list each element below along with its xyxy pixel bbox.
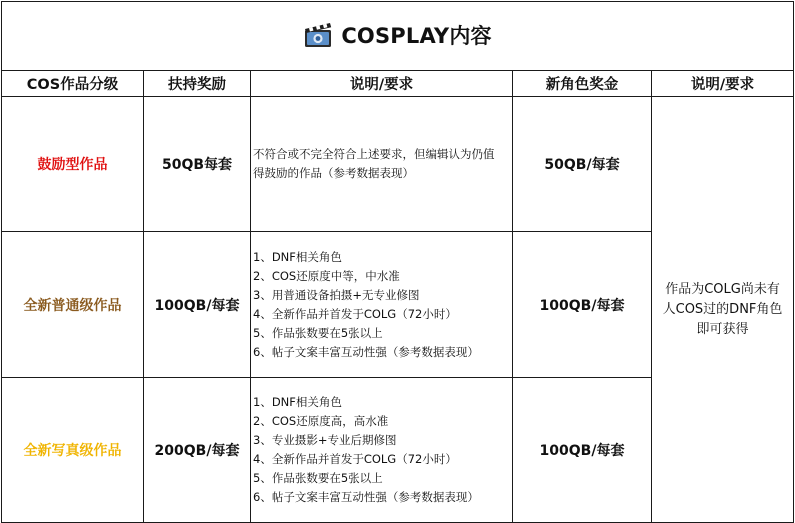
new-role-note-cell: [652, 97, 794, 523]
description-line: 5、作品张数要在5张以上: [253, 471, 383, 485]
description-line: 4、全新作品并首发于COLG（72小时）: [253, 306, 457, 321]
table-title: [303, 20, 491, 50]
description-line: 4、全新作品并首发于COLG（72小时）: [253, 452, 457, 466]
description-cell: [251, 97, 513, 232]
description-line: 6、帖子文案丰富互动性强（参考数据表现）: [253, 490, 479, 504]
support-reward-cell: 100QB/每套: [144, 232, 251, 378]
cosplay-reward-table: [1, 1, 794, 523]
tier-standard: 全新普通级作品: [2, 232, 144, 378]
page-title: COSPLAY内容: [341, 23, 492, 48]
new-role-bonus-cell: 100QB/每套: [513, 378, 652, 523]
description-line: 3、专业摄影+专业后期修图: [253, 433, 397, 447]
description-line: 2、COS还原度高，高水准: [253, 414, 389, 428]
description-line: 1、DNF相关角色: [253, 249, 342, 264]
description-list: [253, 248, 508, 362]
table-row: [2, 97, 794, 232]
table-header-row: [2, 71, 794, 97]
description-list: [253, 393, 508, 507]
tier-encouragement: 鼓励型作品: [2, 97, 144, 232]
header-support-reward: 扶持奖励: [144, 71, 251, 97]
description-line: 2、COS还原度中等，中水准: [253, 268, 400, 283]
table-title-cell: [2, 2, 794, 71]
header-cos-tier: COS作品分级: [2, 71, 144, 97]
description-line: 5、作品张数要在5张以上: [253, 325, 383, 340]
tier-photoshoot: 全新写真级作品: [2, 378, 144, 523]
new-role-note: [654, 280, 791, 340]
header-new-role-description: 说明/要求: [652, 71, 794, 97]
new-role-note-line: 即可获得: [696, 321, 749, 337]
description-line: 得鼓励的作品（参考数据表现）: [253, 166, 414, 180]
support-reward-cell: 200QB/每套: [144, 378, 251, 523]
new-role-note-line: 人COS过的DNF角色: [662, 301, 783, 317]
description-line: 1、DNF相关角色: [253, 395, 342, 409]
description-cell: [251, 232, 513, 378]
new-role-bonus-cell: 50QB/每套: [513, 97, 652, 232]
description-line: 不符合或不完全符合上述要求，但编辑认为仍值: [253, 147, 495, 161]
support-reward-cell: 50QB每套: [144, 97, 251, 232]
description-line: 6、帖子文案丰富互动性强（参考数据表现）: [253, 344, 479, 359]
film-clapper-icon: [303, 21, 333, 49]
header-new-role-bonus: 新角色奖金: [513, 71, 652, 97]
description-cell: [251, 378, 513, 523]
new-role-bonus-cell: 100QB/每套: [513, 232, 652, 378]
description-list: [253, 145, 508, 183]
description-line: 3、用普通设备拍摄+无专业修图: [253, 287, 420, 302]
new-role-note-line: 作品为COLG尚未有: [665, 281, 780, 297]
header-description: 说明/要求: [251, 71, 513, 97]
